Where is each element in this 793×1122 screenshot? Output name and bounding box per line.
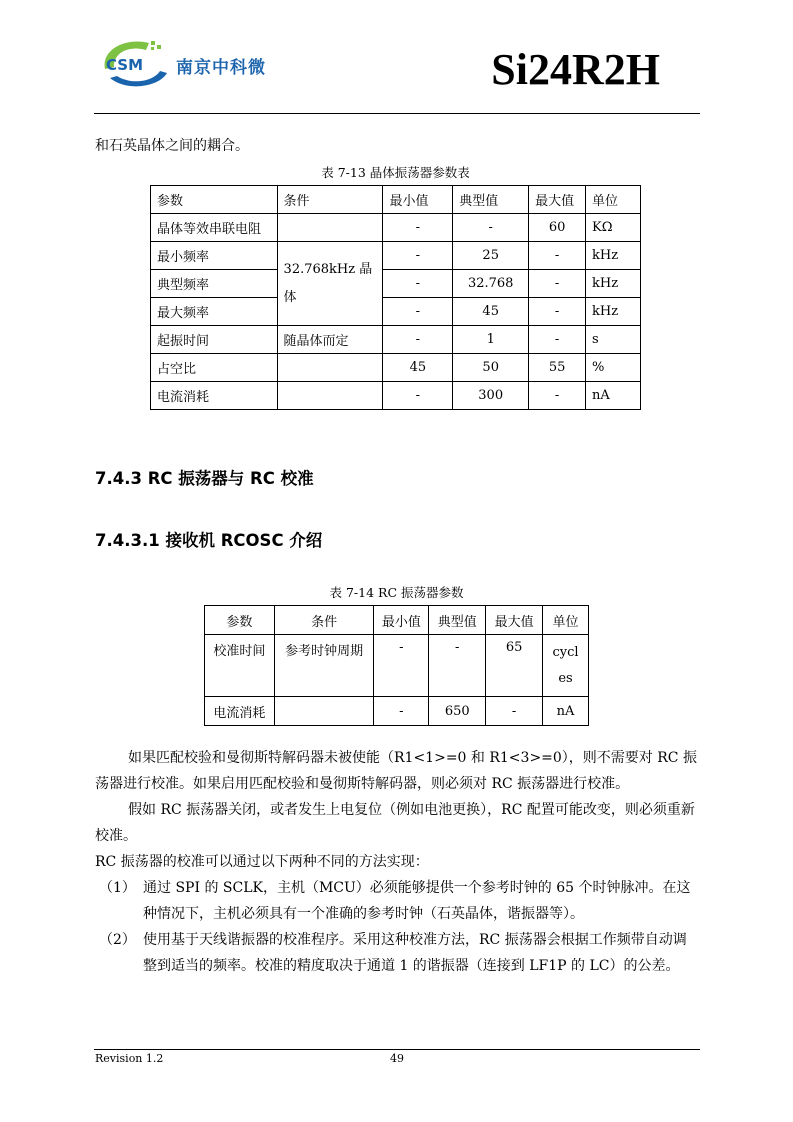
csm-logo-icon <box>97 37 177 92</box>
table-header-row <box>205 606 589 635</box>
min-cell: - <box>383 298 453 326</box>
typ-cell: 1 <box>453 326 529 354</box>
param-cell: 最小频率 <box>151 242 278 270</box>
footer-divider <box>94 1049 700 1050</box>
param-cell: 起振时间 <box>151 326 278 354</box>
condition-cell <box>274 697 374 726</box>
table-header-row <box>151 186 641 214</box>
max-cell: - <box>529 270 586 298</box>
unit-cell: KΩ <box>586 214 641 242</box>
section-heading-7-4-3-1: 7.4.3.1 接收机 RCOSC 介绍 <box>95 531 323 550</box>
unit-cell: % <box>586 354 641 382</box>
list-text: 使用基于天线谐振器的校准程序。采用这种校准方法，RC 振荡器会根据工作频带自动调整到适当的频率。校准的精度取决于通道 1 的谐振器（连接到 LF1P 的 LC）的公差。 <box>143 932 687 974</box>
table-row <box>205 697 589 726</box>
param-cell: 电流消耗 <box>151 382 278 410</box>
merged-condition-cell: 32.768kHz 晶体 <box>277 242 383 326</box>
min-cell: - <box>383 242 453 270</box>
table-row <box>151 242 641 270</box>
paragraph: RC 振荡器的校准可以通过以下两种不同的方法实现： <box>95 854 429 870</box>
list-number: （2） <box>99 932 136 948</box>
min-cell: - <box>383 326 453 354</box>
header-cell: 最大值 <box>486 606 543 635</box>
table-row <box>151 382 641 410</box>
table-row <box>151 298 641 326</box>
header-cell: 参数 <box>151 186 278 214</box>
header-cell: 单位 <box>586 186 641 214</box>
min-cell: - <box>383 270 453 298</box>
typ-cell: 300 <box>453 382 529 410</box>
typ-cell: - <box>429 635 486 697</box>
rc-oscillator-table <box>204 605 589 726</box>
typ-cell: 32.768 <box>453 270 529 298</box>
max-cell: - <box>529 382 586 410</box>
unit-cell: kHz <box>586 270 641 298</box>
section-heading-7-4-3: 7.4.3 RC 振荡器与 RC 校准 <box>95 469 314 488</box>
unit-cell: s <box>586 326 641 354</box>
typ-cell: 50 <box>453 354 529 382</box>
model-title: Si24R2H <box>491 45 660 94</box>
param-cell: 最大频率 <box>151 298 278 326</box>
paragraph: 假如 RC 振荡器关闭，或者发生上电复位（例如电池更换），RC 配置可能改变，则必须重新校准。 <box>95 802 695 844</box>
list-item <box>95 875 700 927</box>
svg-text:CSM: CSM <box>106 56 144 74</box>
max-cell: - <box>529 298 586 326</box>
intro-text: 和石英晶体之间的耦合。 <box>95 138 249 154</box>
header-cell: 条件 <box>277 186 383 214</box>
crystal-oscillator-table <box>150 185 641 410</box>
max-cell: 55 <box>529 354 586 382</box>
max-cell: - <box>486 697 543 726</box>
condition-cell: 参考时钟周期 <box>274 635 374 697</box>
condition-cell <box>277 354 383 382</box>
table-row <box>151 354 641 382</box>
company-name: 南京中科微 <box>176 58 266 78</box>
typ-cell: 650 <box>429 697 486 726</box>
max-cell: 65 <box>486 635 543 697</box>
table-row <box>151 214 641 242</box>
param-cell: 典型频率 <box>151 270 278 298</box>
header-cell: 最大值 <box>529 186 586 214</box>
table-row <box>151 270 641 298</box>
condition-cell <box>277 382 383 410</box>
min-cell: - <box>383 382 453 410</box>
header-cell: 典型值 <box>429 606 486 635</box>
list-text: 通过 SPI 的 SCLK，主机（MCU）必须能够提供一个参考时钟的 65 个时钟脉冲。在这种情况下，主机必须具有一个准确的参考时钟（石英晶体，谐振器等）。 <box>143 880 691 922</box>
condition-cell: 随晶体而定 <box>277 326 383 354</box>
header-cell: 最小值 <box>374 606 429 635</box>
unit-cell: nA <box>586 382 641 410</box>
header-cell: 典型值 <box>453 186 529 214</box>
param-cell: 电流消耗 <box>205 697 275 726</box>
table-row <box>205 635 589 697</box>
list-number: （1） <box>99 880 136 896</box>
header-cell: 最小值 <box>383 186 453 214</box>
typ-cell: 45 <box>453 298 529 326</box>
min-cell: - <box>374 635 429 697</box>
table1-caption: 表 7-13 晶体振荡器参数表 <box>321 165 470 180</box>
max-cell: 60 <box>529 214 586 242</box>
max-cell: - <box>529 242 586 270</box>
unit-cell: kHz <box>586 242 641 270</box>
min-cell: - <box>383 214 453 242</box>
paragraph: 如果匹配校验和曼彻斯特解码器未被使能（R1<1>=0 和 R1<3>=0），则不需要对 RC 振荡器进行校准。如果启用匹配校验和曼彻斯特解码器，则必须对 RC 振荡器进行校准。 <box>95 750 697 792</box>
condition-cell <box>277 214 383 242</box>
param-cell: 晶体等效串联电阻 <box>151 214 278 242</box>
typ-cell: - <box>453 214 529 242</box>
company-logo <box>97 37 317 92</box>
param-cell: 占空比 <box>151 354 278 382</box>
unit-cell: cycles <box>543 635 589 697</box>
table2-caption: 表 7-14 RC 振荡器参数 <box>329 585 464 600</box>
unit-cell: kHz <box>586 298 641 326</box>
table-row <box>151 326 641 354</box>
min-cell: - <box>374 697 429 726</box>
header-cell: 单位 <box>543 606 589 635</box>
header-cell: 参数 <box>205 606 275 635</box>
min-cell: 45 <box>383 354 453 382</box>
max-cell: - <box>529 326 586 354</box>
header-cell: 条件 <box>274 606 374 635</box>
body-text <box>95 745 700 979</box>
typ-cell: 25 <box>453 242 529 270</box>
param-cell: 校准时间 <box>205 635 275 697</box>
header-divider <box>94 113 700 114</box>
list-item <box>95 927 700 979</box>
unit-cell: nA <box>543 697 589 726</box>
page-number: 49 <box>390 1052 404 1065</box>
revision-label: Revision 1.2 <box>95 1052 164 1065</box>
